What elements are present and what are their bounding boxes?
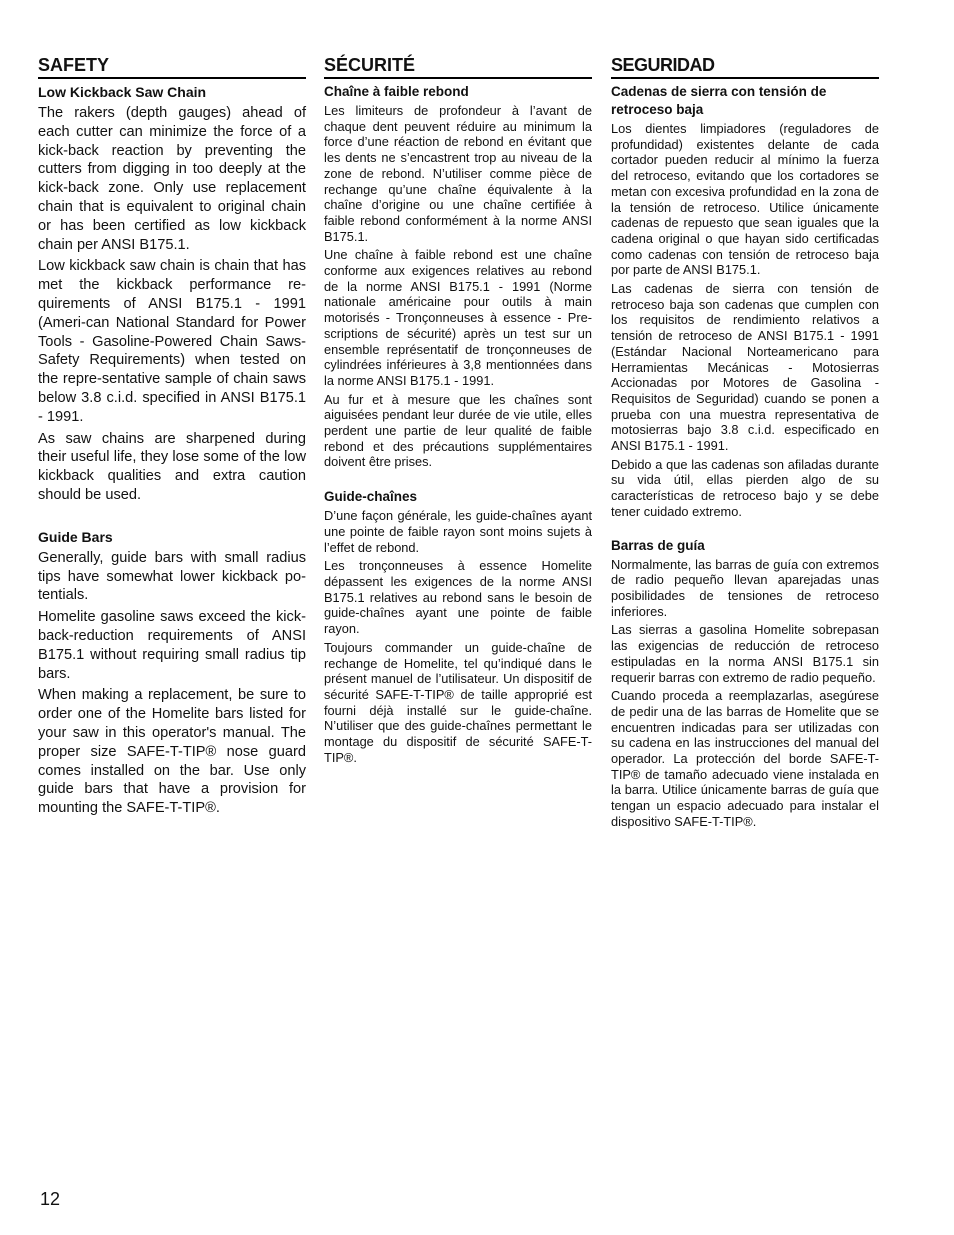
french-heading: SÉCURITÉ — [324, 54, 592, 79]
english-section2-title: Guide Bars — [38, 528, 113, 545]
french-column — [324, 54, 592, 768]
spanish-section2-paragraph: Normalmente, las barras de guía con extremos de radio pequeño llevan aparejadas unas posibilidades de tensiones de retroceso inferiores. — [611, 556, 879, 619]
english-section2-paragraph: Homelite gasoline saws exceed the kick-back-reduction requirements of ANSI B175.1 without requiring small radius tip bars. — [38, 609, 306, 682]
spanish-column — [611, 54, 879, 833]
french-section2-paragraph: Toujours commander un guide-chaîne de rechange de Homelite, tel qu’indiqué dans le présent manuel de l’utilisateur. Un dispositif de sécurité SAFE-T-TIP® de taille approprié est fourni déjà installé sur le guide-chaîne. N’utiliser que des guide-chaînes permettant le montage du dispositif de sécurité SAFE-T-TIP®. — [324, 639, 592, 765]
english-section2-paragraph: When making a replacement, be sure to order one of the Homelite bars listed for your saw in this operator's manual. The proper size SAFE-T-TIP® nose guard comes installed on the bar. Use only guide bars that have a provision for mounting the SAFE-T-TIP®. — [38, 687, 306, 817]
french-section1-paragraph: Une chaîne à faible rebond est une chaîne conforme aux exigences relatives au rebond de la norme ANSI B175.1 - 1991 (Norme nationale américaine pour outils à main motorisés - Tronçonneuses à essence - Pre-scriptions de sécurité) après un test sur un ensemble représentatif de tronçonneuses de cylindrées inférieures à 3,8 mentionnées dans la norme ANSI B175.1 - 1991. — [324, 247, 592, 388]
french-section2-paragraph: D’une façon générale, les guide-chaînes ayant une pointe de faible rayon sont moins sujets à l’effet de rebond. — [324, 508, 592, 555]
spanish-section2-paragraph: Las sierras a gasolina Homelite sobrepasan las exigencias de reducción de retroceso estipuladas en la norma ANSI B175.1 sin requerir barras con extremo de radio pequeño. — [611, 622, 879, 685]
spanish-section1-paragraph: Debido a que las cadenas son afiladas durante su vida útil, ellas pierden algo de su características de retroceso bajo y se debe tener cuidado extremo. — [611, 456, 879, 519]
english-section1-paragraph: Low kickback saw chain is chain that has met the kickback performance re-quirements of ANSI B175.1 - 1991 (Ameri-can National Standard for Power Tools - Gasoline-Powered Chain Saws-Safety Requirements) when tested on the repre-sentative sample of chain saws below 3.8 c.i.d. specified in ANSI B175.1 - 1991. — [38, 258, 306, 425]
spanish-section1-title: Cadenas de sierra con tensión de retroceso baja — [611, 84, 827, 117]
french-section2-title: Guide-chaînes — [324, 489, 418, 505]
spanish-section2-paragraph: Cuando proceda a reemplazarlas, asegúrese de pedir una de las barras de Homelite que se encuentren indicadas para ser utilizadas con su cadena en las instrucciones del manual del operador. La protección del borde SAFE-T-TIP® de tamaño adecuado viene instalada en la barra. Utilice únicamente barras de guía que tengan un espacio adecuado para instalar el dispositivo SAFE-T-TIP®. — [611, 688, 879, 829]
french-section2-paragraph: Les tronçonneuses à essence Homelite dépassent les exigences de la norme ANSI B175.1 relatives au rebond sans le besoin de guide-chaînes ayant une pointe de faible rayon. — [324, 558, 592, 637]
english-section2-paragraph: Generally, guide bars with small radius tips have somewhat lower kickback po-tentials. — [38, 549, 306, 604]
english-section1-title: Low Kickback Saw Chain — [38, 84, 207, 100]
page-number: 12 — [40, 1189, 61, 1209]
french-section1-title: Chaîne à faible rebond — [324, 84, 469, 99]
spanish-section1-paragraph: Las cadenas de sierra con tensión de retroceso baja son cadenas que cumplen con los requisitos de rendimiento relativos a tensión de retroceso de ANSI B175.1 - 1991 (Estándar Nacional Norteamericano para Herramientas Mecánicas - Motosierras Accionadas por Motores de Gasolina - Requisitos de Seguridad) cuando se ponen a prueba con una muestra representativa de motosierras bajo 3.8 c.i.d. especificado en ANSI B175.1 - 1991. — [611, 281, 879, 454]
french-section1-paragraph: Au fur et à mesure que les chaînes sont aiguisées pendant leur durée de vie utile, elles perdent une partie de leur qualité de faible rebond et des précautions supplémentaires doivent être prises. — [324, 391, 592, 470]
spanish-section2-title: Barras de guía — [611, 537, 705, 553]
spanish-heading: SEGURIDAD — [611, 54, 879, 79]
spanish-section1-paragraph: Los dientes limpiadores (reguladores de profundidad) existentes delante de cada cortador pueden reducir al mínimo la fuerza del retroceso, evitando que los cortadores se metan con excesiva profundidad en la zona de la tensión de retroceso. Utilice únicamente cadenas de repuesto que sean iguales que la cadena original o que hayan sido certificadas como cadenas con tensión de retroceso baja por parte de ANSI B175.1. — [611, 121, 879, 278]
english-column — [38, 54, 306, 821]
english-section1-paragraph: The rakers (depth gauges) ahead of each cutter can minimize the force of a kick-back reaction by preventing the cutters from digging in too deeply at the kick-back zone. Only use replacement chain that is equivalent to original chain or has been certified as low kickback chain per ANSI B175.1. — [38, 105, 306, 253]
english-heading: SAFETY — [38, 54, 306, 79]
french-section1-paragraph: Les limiteurs de profondeur à l’avant de chaque dent peuvent réduire au minimum la force d’une réaction de rebond en évitant que les dents ne s’encastrent trop au niveau de la zone de rebond. N’utiliser comme pièce de rechange qu’une chaîne équivalente à la chaîne d’origine ou une chaîne certifiée à faible rebond conformément à la norme ANSI B175.1. — [324, 103, 592, 244]
english-section1-paragraph: As saw chains are sharpened during their useful life, they lose some of the low kickback qualities and extra caution should be used. — [38, 430, 306, 503]
